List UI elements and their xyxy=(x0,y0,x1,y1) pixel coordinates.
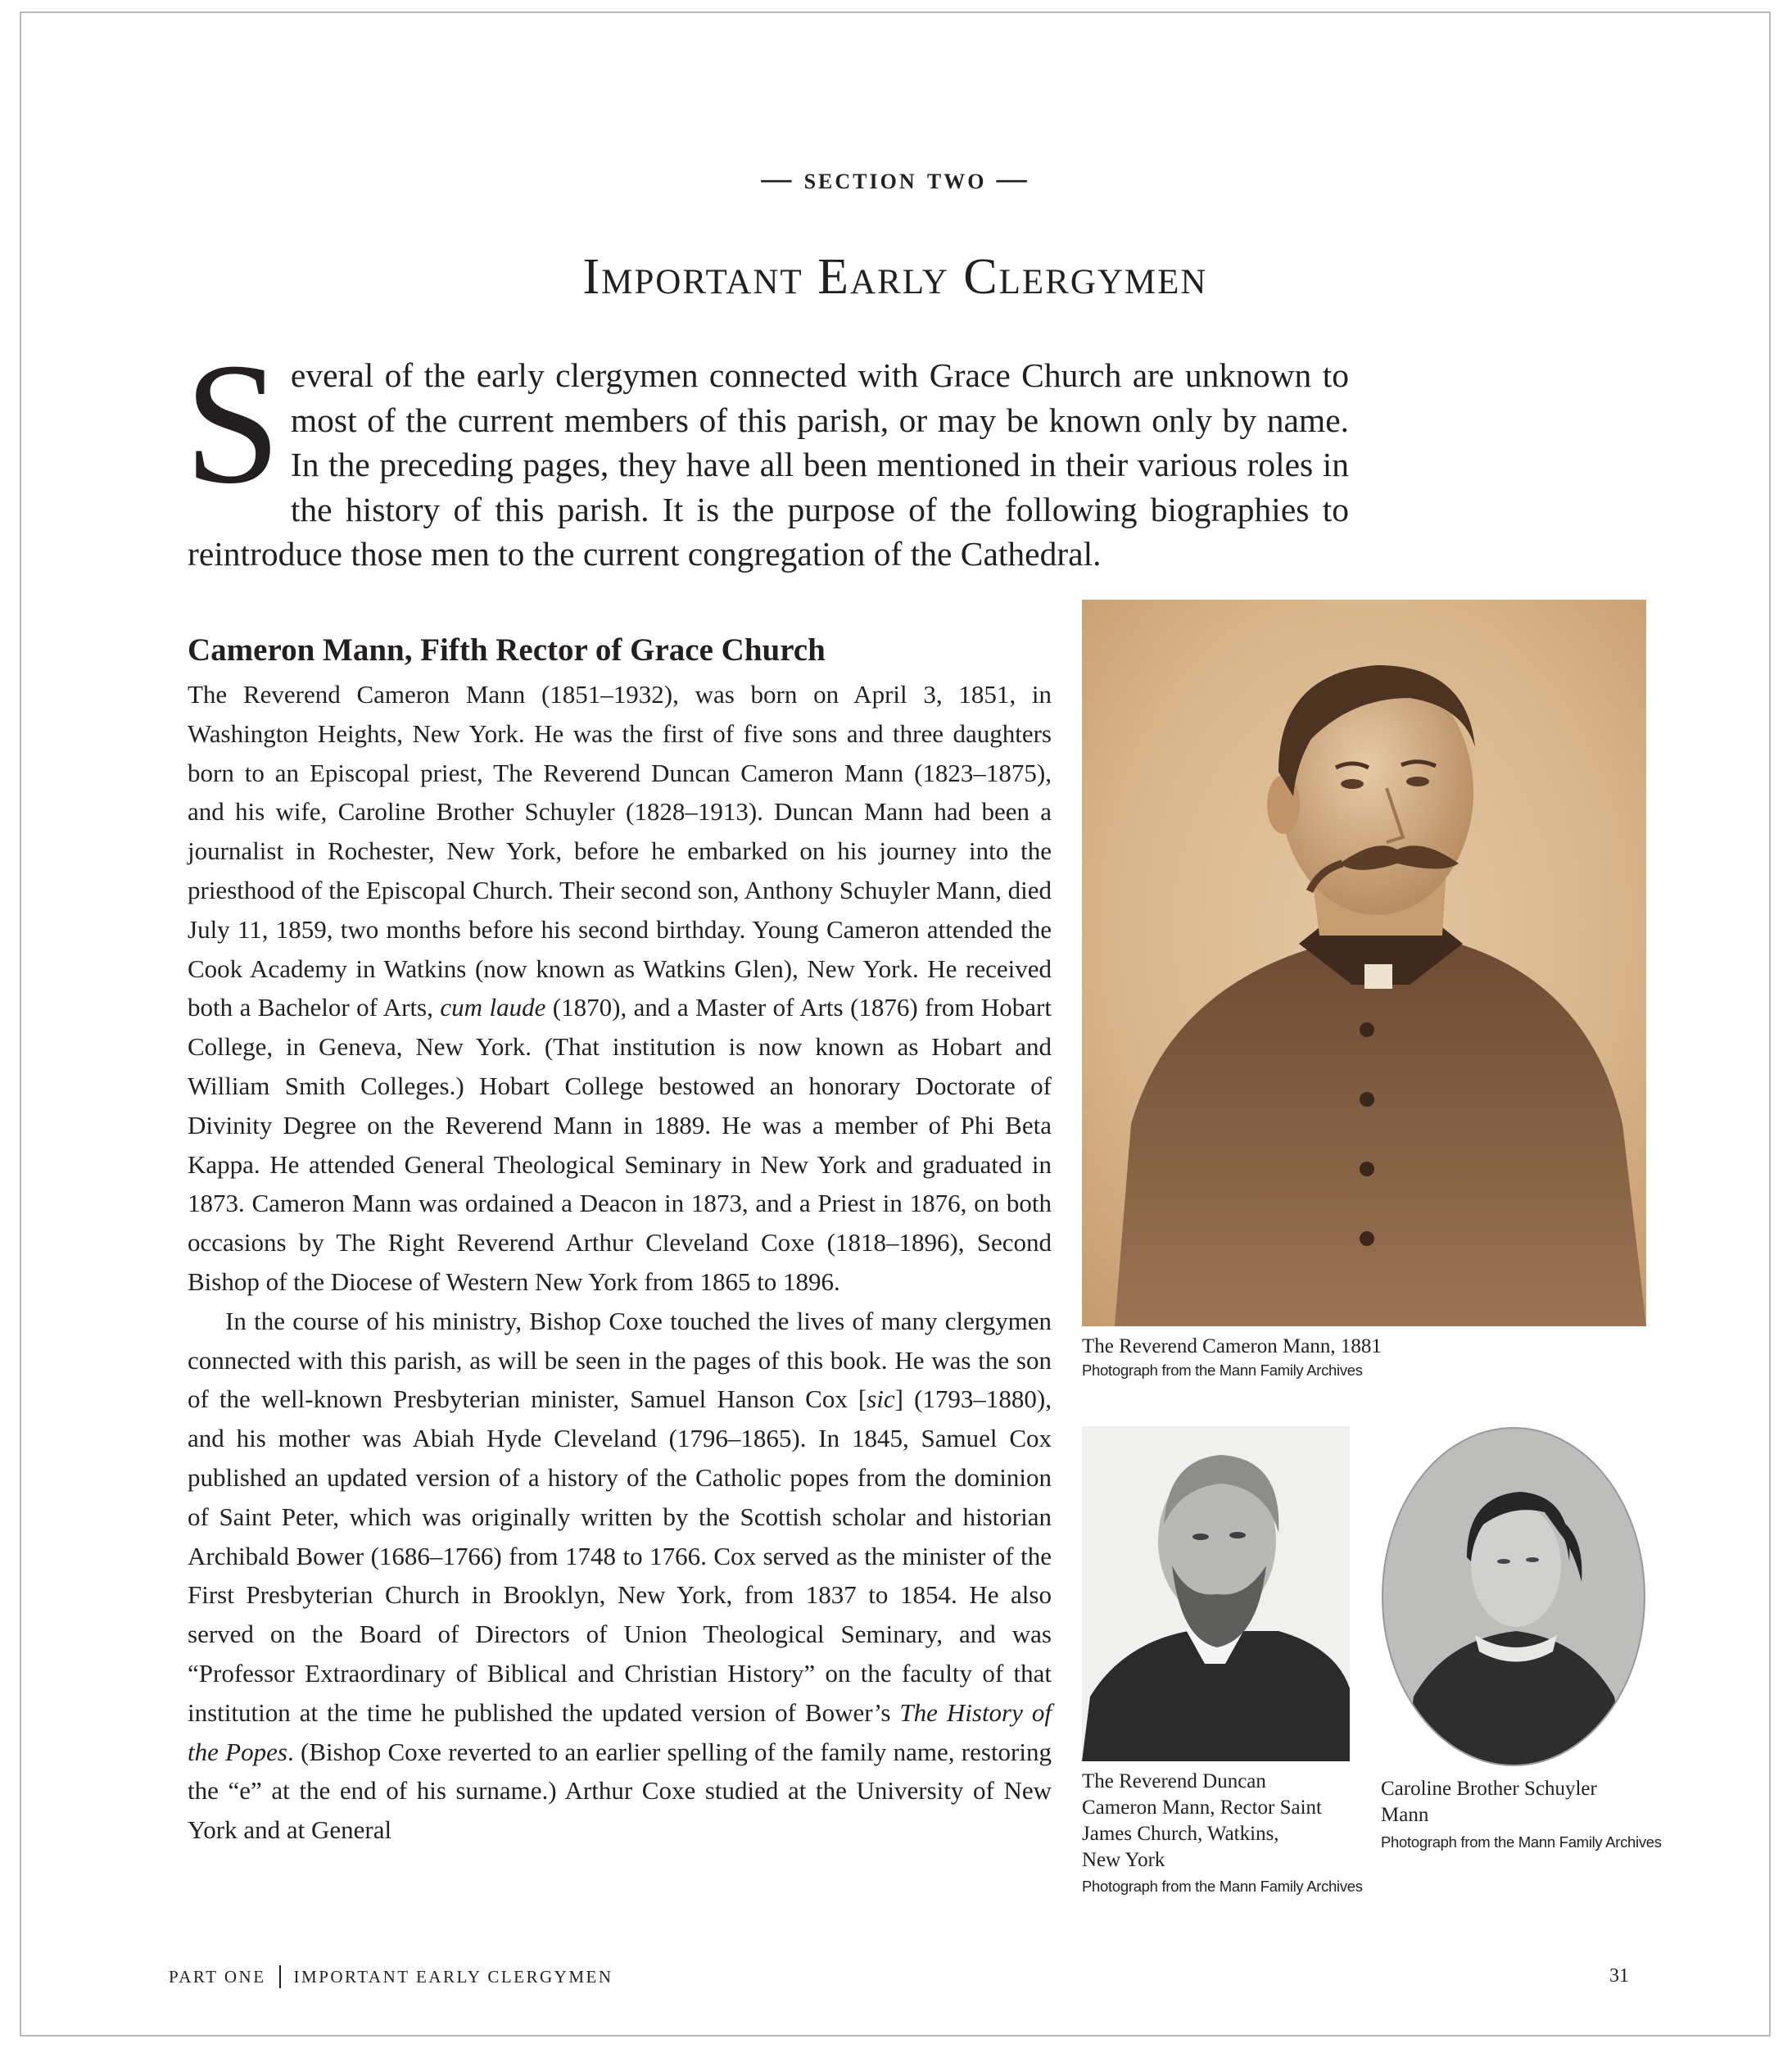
section-label xyxy=(21,161,1769,197)
p2-book-title: The History of the Popes xyxy=(188,1697,1052,1766)
footer-part: PART ONE xyxy=(169,1967,266,1987)
portrait-duncan-mann-image xyxy=(1082,1426,1350,1761)
portrait-cameron-mann-image xyxy=(1082,600,1646,1326)
page-number: 31 xyxy=(1609,1965,1629,1987)
section-label-text: section two xyxy=(803,162,987,196)
p2-sic: sic xyxy=(867,1384,895,1414)
intro-paragraph xyxy=(184,327,1349,577)
footer-section: IMPORTANT EARLY CLERGYMEN xyxy=(293,1967,613,1987)
credit-duncan-mann: Photograph from the Mann Family Archives xyxy=(1082,1878,1363,1895)
article-paragraph-1 xyxy=(188,675,1052,1302)
credit-cameron-mann: Photograph from the Mann Family Archives xyxy=(1082,1362,1363,1379)
caption-caroline-line1: Caroline Brother Schuyler xyxy=(1381,1778,1597,1800)
portrait-caroline-mann xyxy=(1381,1426,1646,1768)
footer-separator xyxy=(279,1965,281,1988)
portrait-cameron-mann xyxy=(1082,600,1646,1326)
article-heading: Cameron Mann, Fifth Rector of Grace Church xyxy=(188,632,826,668)
caption-duncan-line1: The Reverend Duncan xyxy=(1082,1770,1266,1792)
running-footer xyxy=(169,1967,613,1990)
book-page xyxy=(20,11,1771,2037)
caption-duncan-line2: Cameron Mann, Rector Saint xyxy=(1082,1797,1322,1819)
caption-duncan-line4: New York xyxy=(1082,1849,1165,1871)
caption-cameron-mann: The Reverend Cameron Mann, 1881 xyxy=(1082,1335,1382,1357)
p1-italic: cum laude xyxy=(440,993,546,1022)
caption-duncan-line3: James Church, Watkins, xyxy=(1082,1823,1279,1845)
portrait-caroline-mann-image xyxy=(1381,1426,1646,1768)
dash-left: — xyxy=(761,162,794,196)
portrait-duncan-mann xyxy=(1082,1426,1350,1761)
page-title: Important Early Clergymen xyxy=(582,249,1208,305)
dash-right: — xyxy=(996,162,1029,196)
credit-caroline-mann: Photograph from the Mann Family Archives xyxy=(1381,1833,1662,1851)
p2-text-b: ] (1793–1880), and his mother was Abiah Hyde Cleveland (1796–1865). In 1845, Samuel Cox published an updated version of a history of the Catholic popes from the dominion of Saint Peter, which was originally written by the Scottish scholar and historian Archibald Bower (1686–1766) from 1748 to 1766. Cox served as the minister of the First Presbyterian Church in Brooklyn, New York, from 1837 to 1854. He also served on the Board of Directors of Union Theological Seminary, and was “Professor Extraordinary of Biblical and Christian History” on the faculty of that institution at the time he published the updated version of Bower’s xyxy=(188,1384,1052,1727)
intro-text: everal of the early clergymen connected with Grace Church are unknown to most of the current members of this parish, or may be known only by name. In the preceding pages, they have all been mentioned in their various roles in the history of this parish. It is the purpose of the following biographies to reintroduce those men to the current congregation of the Cathedral. xyxy=(188,356,1349,573)
p2-text-a: In the course of his ministry, Bishop Coxe touched the lives of many clergymen connected with this parish, as will be seen in the pages of this book. He was the son of the well-known Presbyterian minister, Samuel Hanson Cox [ xyxy=(188,1306,1052,1414)
p2-text-c: . (Bishop Coxe reverted to an earlier spelling of the family name, restoring the “e” at the end of his surname.) Arthur Coxe studied at the University of New York and at General xyxy=(188,1737,1052,1845)
caption-caroline-line2: Mann xyxy=(1381,1804,1429,1826)
p1-text-b: (1870), and a Master of Arts (1876) from Hobart College, in Geneva, New York. (That institution is now known as Hobart and William Smith Colleges.) Hobart College bestowed an honorary Doctorate of Divinity Degree on the Reverend Mann in 1889. He was a member of Phi Beta Kappa. He attended General Theological Seminary in New York and graduated in 1873. Cameron Mann was ordained a Deacon in 1873, and a Priest in 1876, on both occasions by The Right Reverend Arthur Cleveland Coxe (1818–1896), Second Bishop of the Diocese of Western New York from 1865 to 1896. xyxy=(188,993,1052,1296)
p1-text-a: The Reverend Cameron Mann (1851–1932), was born on April 3, 1851, in Washington Heights, New York. He was the first of five sons and three daughters born to an Episcopal priest, The Reverend Duncan Cameron Mann (1823–1875), and his wife, Caroline Brother Schuyler (1828–1913). Duncan Mann had been a journalist in Rochester, New York, before he embarked on his journey into the priesthood of the Episcopal Church. Their second son, Anthony Schuyler Mann, died July 11, 1859, two months before his second birthday. Young Cameron attended the Cook Academy in Watkins (now known as Watkins Glen), New York. He received both a Bachelor of Arts, xyxy=(188,680,1052,1022)
drop-cap: S xyxy=(184,327,281,519)
article-column xyxy=(188,629,1052,1850)
article-paragraph-2 xyxy=(188,1302,1052,1850)
